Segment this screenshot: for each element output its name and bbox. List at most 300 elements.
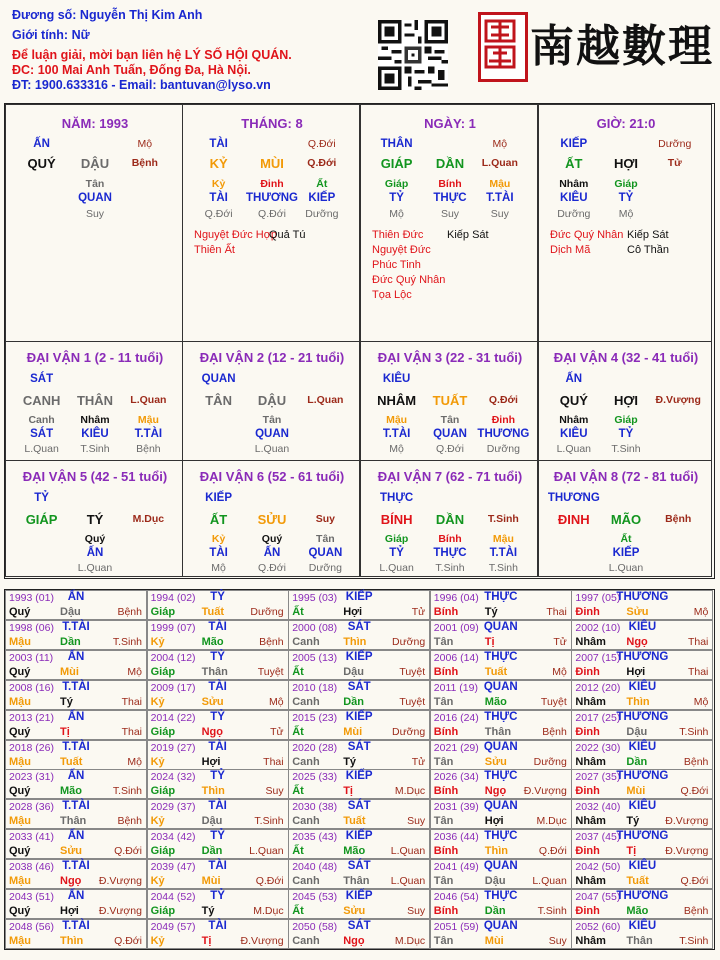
year-life-stage: Thai — [263, 755, 284, 768]
ten-god-star: THÂN — [380, 138, 413, 150]
year-branch: Sửu — [201, 695, 224, 708]
dai-van-stem: ĐINH — [557, 512, 590, 527]
year-branch: Tị — [60, 725, 70, 738]
year-stem: Bính — [433, 845, 459, 858]
year-life-stage: Dưỡng — [392, 635, 426, 648]
year-stem: Mậu — [9, 695, 31, 708]
year-label: 2023 (31) — [9, 771, 54, 784]
year-star: ẤN — [67, 770, 85, 783]
year-stem: Canh — [292, 635, 320, 648]
life-stage: Q.Đới — [307, 157, 337, 169]
dai-van-life-stage: Q.Đới — [488, 394, 518, 406]
year-stem: Mậu — [9, 635, 31, 648]
hidden-stem: Mậu — [492, 533, 514, 545]
year-life-stage: M.Dục — [394, 934, 426, 947]
year-label: 2048 (56) — [9, 920, 54, 933]
year-branch: Ngọ — [343, 934, 365, 947]
hidden-ten-god: ẤN — [86, 547, 104, 559]
year-cell — [288, 769, 430, 799]
dai-van-life-stage: T.Sinh — [487, 513, 519, 525]
year-label: 2001 (09) — [433, 621, 479, 634]
year-life-stage: Thai — [687, 665, 709, 678]
year-star: THƯƠNG — [616, 830, 669, 843]
year-branch: Dậu — [484, 875, 506, 888]
earthly-branch: MÙI — [260, 156, 284, 171]
year-star: QUAN — [483, 620, 518, 633]
dai-van-branch: SỬU — [257, 512, 287, 527]
year-life-stage: Mộ — [127, 665, 142, 678]
year-stem: Quý — [9, 905, 31, 917]
year-life-stage: Q.Đới — [538, 845, 567, 858]
year-branch: Ngọ — [626, 635, 648, 648]
year-life-stage: T.Sinh — [254, 815, 284, 828]
year-label: 2011 (19) — [433, 681, 478, 694]
year-label: 1999 (07) — [150, 621, 196, 634]
year-branch: Hợi — [201, 755, 221, 768]
year-branch: Sửu — [60, 845, 83, 858]
hidden-stem: Ất — [620, 533, 632, 545]
year-star: QUAN — [483, 919, 518, 932]
year-branch: Sửu — [626, 606, 649, 618]
year-life-stage: Suy — [265, 785, 284, 798]
year-cell — [5, 590, 147, 620]
year-branch: Hợi — [60, 905, 79, 917]
year-branch: Tị — [626, 845, 637, 858]
year-branch: Dần — [201, 845, 223, 858]
year-stem: Quý — [9, 606, 31, 618]
year-star: THỰC — [484, 830, 518, 843]
year-star: TỶ — [210, 830, 225, 843]
year-stem: Tân — [433, 635, 454, 648]
year-life-stage: Tử — [411, 606, 426, 618]
year-stem: Tân — [433, 934, 454, 947]
year-life-stage: L.Quan — [390, 875, 426, 888]
hidden-life-stage: Dưỡng — [557, 208, 591, 220]
year-label: 2035 (43) — [292, 831, 338, 844]
year-life-stage: Q.Đới — [680, 785, 709, 798]
year-branch: Dậu — [343, 665, 364, 678]
earthly-branch: DẬU — [80, 156, 110, 171]
year-star: THƯƠNG — [616, 890, 669, 902]
year-cell — [571, 680, 713, 710]
year-stem: Bính — [433, 606, 459, 618]
year-label: 2006 (14) — [433, 651, 479, 664]
hidden-life-stage: Q.Đới — [258, 208, 286, 220]
life-stage: Tử — [667, 157, 682, 169]
year-label: 2026 (34) — [433, 771, 479, 784]
year-branch: Tị — [484, 635, 495, 648]
year-label: 2012 (20) — [575, 681, 621, 694]
year-label: 2004 (12) — [150, 651, 196, 664]
year-stem: Bính — [433, 905, 459, 917]
year-cell — [147, 829, 289, 859]
hidden-stem: Kỷ — [211, 178, 226, 190]
dai-van-stem: GIÁP — [25, 512, 58, 527]
year-stem: Ất — [292, 725, 304, 738]
dai-van-branch: DẬU — [257, 393, 287, 408]
hidden-stem: Nhâm — [80, 414, 110, 426]
hidden-stem: Đinh — [491, 414, 516, 426]
hidden-stem: Giáp — [614, 414, 638, 426]
hidden-stem: Bính — [438, 533, 462, 545]
year-cell — [288, 590, 430, 620]
year-cell — [5, 829, 147, 859]
year-star: THỰC — [484, 591, 518, 603]
qr-code-icon[interactable] — [378, 20, 448, 90]
year-star: KIÊU — [628, 860, 657, 873]
year-label: 2045 (53) — [292, 891, 338, 903]
dai-van-stem: TÂN — [205, 393, 232, 408]
year-stem: Kỷ — [150, 755, 165, 768]
hidden-ten-god: QUAN — [308, 547, 343, 559]
heavenly-stem: QUÝ — [27, 156, 56, 171]
life-stage-top: Mộ — [492, 138, 508, 150]
year-cell — [571, 889, 713, 919]
year-branch: Thìn — [626, 695, 650, 708]
year-cell — [430, 740, 572, 770]
year-label: 2047 (55) — [575, 891, 621, 903]
year-star: KIÊU — [628, 919, 657, 932]
year-life-stage: Suy — [407, 815, 426, 828]
year-life-stage: Thai — [121, 695, 142, 708]
hidden-ten-god: TÀI — [209, 547, 228, 559]
dai-van-branch: HỢI — [613, 393, 639, 408]
year-star: TÀI — [208, 860, 227, 873]
year-star: THỰC — [484, 710, 518, 723]
year-life-stage: Đ.Vượng — [523, 785, 567, 798]
year-label: 2020 (28) — [292, 741, 338, 754]
year-cell — [571, 919, 713, 949]
year-label: 2027 (35) — [575, 771, 621, 784]
year-cell — [5, 919, 147, 949]
hidden-life-stage: Q.Đới — [436, 443, 464, 455]
year-branch: Mùi — [60, 665, 79, 678]
hidden-life-stage: L.Quan — [24, 443, 59, 455]
year-branch: Mùi — [484, 934, 504, 947]
year-branch: Tý — [626, 815, 640, 828]
year-life-stage: L.Quan — [249, 845, 284, 858]
hidden-stem: Tân — [85, 178, 105, 190]
pillar-2 — [182, 104, 360, 342]
year-star: QUAN — [483, 680, 518, 693]
life-stage: L.Quan — [481, 157, 518, 169]
year-label: 2034 (42) — [150, 831, 196, 844]
year-life-stage: L.Quan — [532, 875, 567, 888]
dai-van-star: THƯƠNG — [547, 492, 600, 504]
hidden-ten-god: KIÊU — [81, 428, 109, 440]
life-stage-top: Mộ — [137, 138, 153, 150]
year-stem: Đinh — [575, 845, 600, 858]
hidden-ten-god: THƯƠNG — [246, 192, 298, 204]
year-stem: Đinh — [575, 905, 600, 917]
hidden-ten-god: THỰC — [433, 547, 467, 559]
dai-van-life-stage: M.Dục — [132, 513, 165, 525]
hidden-ten-god: TỶ — [618, 428, 634, 440]
hidden-stem: Tân — [440, 414, 460, 426]
hidden-stem: Quý — [84, 533, 106, 545]
year-stem: Canh — [292, 875, 320, 888]
year-branch: Dần — [343, 695, 364, 708]
year-star: T.TÀI — [62, 860, 90, 873]
year-stem: Nhâm — [575, 755, 606, 768]
year-branch: Thân — [60, 815, 87, 828]
hidden-ten-god: THỰC — [433, 192, 467, 204]
dai-van-life-stage: Suy — [315, 513, 336, 525]
year-life-stage: M.Dục — [536, 815, 567, 828]
hidden-stem: Kỷ — [211, 533, 226, 545]
hidden-life-stage: Mộ — [211, 562, 226, 574]
hidden-life-stage: Dưỡng — [305, 208, 339, 220]
year-cell — [147, 859, 289, 889]
year-life-stage: Tuyệt — [540, 695, 567, 708]
life-stage-top: Dưỡng — [658, 138, 692, 150]
year-cell — [430, 829, 572, 859]
year-label: 2040 (48) — [292, 861, 338, 874]
year-cell — [288, 799, 430, 829]
year-cell — [5, 859, 147, 889]
hidden-life-stage: L.Quan — [254, 443, 290, 455]
year-stem: Canh — [292, 695, 320, 708]
year-stem: Tân — [433, 815, 454, 828]
hidden-stem: Quý — [261, 533, 283, 545]
dai-van-branch: THÂN — [76, 393, 114, 408]
year-life-stage: Mộ — [127, 755, 142, 768]
year-star: TỶ — [210, 890, 225, 902]
logo-text: 南越數理 — [530, 21, 714, 72]
hidden-life-stage: Suy — [490, 208, 509, 220]
dai-van-1 — [5, 341, 183, 461]
year-life-stage: Q.Đới — [680, 875, 709, 888]
year-life-stage: Đ.Vượng — [665, 845, 709, 858]
pillar-1 — [5, 104, 183, 342]
dai-van-stem: NHÂM — [377, 393, 417, 408]
contact-invite: Để luận giải, mời bạn liên hệ LÝ SỐ HỘI QUÁN. — [12, 48, 292, 62]
year-stem: Ất — [292, 905, 304, 917]
year-cell — [571, 799, 713, 829]
year-stem: Bính — [433, 785, 459, 798]
dai-van-star: SÁT — [30, 373, 54, 385]
year-branch: Thìn — [60, 934, 84, 947]
hidden-ten-god: T.TÀI — [134, 428, 163, 440]
year-branch: Tuất — [201, 606, 224, 618]
year-label: 2030 (38) — [292, 801, 338, 814]
year-label: 1996 (04) — [433, 592, 479, 604]
year-star: KIẾP — [345, 591, 373, 603]
year-life-stage: Dưỡng — [392, 725, 426, 738]
dai-van-branch: MÃO — [610, 512, 642, 527]
hidden-ten-god: KIÊU — [560, 192, 588, 204]
year-cell — [571, 650, 713, 680]
year-star: THỰC — [484, 890, 518, 902]
year-stem: Mậu — [9, 875, 31, 888]
year-label: 2036 (44) — [433, 831, 479, 844]
year-stem: Mậu — [9, 934, 31, 947]
year-cell — [288, 829, 430, 859]
year-life-stage: Đ.Vượng — [240, 934, 284, 947]
year-stem: Nhâm — [575, 635, 606, 648]
address: ĐC: 100 Mai Anh Tuấn, Đống Đa, Hà Nội. — [12, 63, 251, 77]
year-star: KIÊU — [628, 680, 657, 693]
year-label: 1995 (03) — [292, 592, 338, 604]
hidden-life-stage: L.Quan — [379, 562, 414, 574]
year-cell — [5, 799, 147, 829]
year-cell — [147, 769, 289, 799]
year-stem: Nhâm — [575, 875, 606, 888]
year-life-stage: M.Dục — [253, 905, 284, 917]
dai-van-branch: TUẤT — [432, 393, 468, 408]
year-life-stage: Suy — [548, 934, 567, 947]
year-stem: Giáp — [150, 665, 176, 678]
year-branch: Tuất — [60, 755, 83, 768]
dai-van-star: ẤN — [565, 373, 583, 385]
year-label: 2022 (30) — [575, 741, 621, 754]
year-cell — [288, 710, 430, 740]
year-label: 2031 (39) — [433, 801, 479, 814]
hidden-ten-god: T.TÀI — [489, 547, 518, 559]
year-star: TÀI — [208, 620, 227, 633]
year-stem: Nhâm — [575, 815, 606, 828]
year-star: TÀI — [208, 680, 227, 693]
year-stem: Ất — [292, 845, 304, 858]
year-stem: Bính — [433, 665, 459, 678]
year-star: THƯƠNG — [616, 650, 669, 663]
year-star: QUAN — [483, 800, 518, 813]
hidden-life-stage: L.Quan — [556, 443, 592, 455]
hidden-life-stage: Q.Đới — [204, 208, 233, 220]
year-stem: Kỷ — [150, 815, 165, 828]
shen-sha: Tọa Lộc — [372, 289, 412, 301]
year-label: 2016 (24) — [433, 711, 479, 724]
year-label: 2042 (50) — [575, 861, 621, 874]
year-branch: Tị — [343, 785, 353, 798]
year-label: 2007 (15) — [575, 651, 621, 664]
hidden-stem: Ất — [316, 178, 328, 190]
shen-sha: Thiên Ất — [194, 244, 235, 256]
year-cell — [288, 919, 430, 949]
year-star: TÀI — [208, 740, 227, 753]
shen-sha: Đức Quý Nhân — [372, 274, 446, 286]
year-cell — [430, 769, 572, 799]
year-life-stage: Tử — [411, 755, 426, 768]
year-life-stage: Mộ — [269, 695, 284, 708]
year-star: KIẾP — [345, 650, 373, 663]
year-branch: Mão — [484, 695, 507, 708]
dai-van-8 — [538, 460, 712, 577]
year-stem: Canh — [292, 755, 320, 768]
year-star: SÁT — [347, 860, 371, 873]
dai-van-star: TỶ — [34, 492, 49, 504]
year-cell — [5, 710, 147, 740]
ten-god-star: ẤN — [33, 138, 50, 150]
year-label: 2052 (60) — [575, 920, 621, 933]
year-stem: Kỷ — [150, 934, 165, 947]
dai-van-title: ĐẠI VẬN 3 (22 - 31 tuổi) — [377, 350, 523, 365]
year-stem: Đinh — [575, 725, 600, 738]
year-cell — [5, 680, 147, 710]
year-branch: Thân — [484, 725, 512, 738]
hidden-ten-god: THƯƠNG — [477, 428, 530, 440]
dai-van-4 — [538, 341, 712, 461]
year-cell — [430, 799, 572, 829]
year-cell — [430, 620, 572, 650]
hidden-ten-god: T.TÀI — [486, 192, 514, 204]
hidden-stem: Canh — [28, 414, 55, 426]
year-star: THỰC — [484, 770, 518, 783]
dai-van-branch: DẦN — [435, 512, 465, 527]
year-life-stage: Đ.Vượng — [98, 905, 142, 917]
year-branch: Tý — [60, 695, 73, 708]
year-star: T.TÀI — [62, 919, 90, 932]
dai-van-2 — [182, 341, 360, 461]
hidden-stem: Giáp — [384, 178, 409, 190]
year-star: TỶ — [210, 650, 225, 663]
year-branch: Ngọ — [484, 785, 507, 798]
year-branch: Mão — [60, 785, 82, 798]
hidden-ten-god: QUAN — [78, 192, 112, 204]
dai-van-stem: BÍNH — [380, 512, 413, 527]
year-life-stage: Đ.Vượng — [98, 875, 142, 888]
year-star: SÁT — [347, 740, 371, 753]
year-branch: Dần — [484, 905, 506, 917]
year-life-stage: L.Quan — [390, 845, 426, 858]
year-life-stage: Thai — [546, 606, 567, 618]
year-label: 1998 (06) — [9, 621, 54, 634]
year-life-stage: Bệnh — [117, 815, 142, 828]
hidden-stem: Nhâm — [559, 414, 589, 426]
shen-sha: Kiếp Sát — [627, 229, 669, 241]
year-cell — [288, 650, 430, 680]
ten-god-star: TÀI — [209, 138, 228, 150]
year-cell — [430, 650, 572, 680]
year-branch: Dậu — [201, 815, 223, 828]
pillar-title: NGÀY: 1 — [424, 116, 476, 131]
year-stem: Kỷ — [150, 695, 165, 708]
year-branch: Tý — [201, 905, 215, 917]
year-star: T.TÀI — [62, 740, 90, 753]
dai-van-6 — [182, 460, 360, 577]
year-stem: Canh — [292, 934, 320, 947]
year-stem: Mậu — [9, 755, 31, 768]
dai-van-5 — [5, 460, 183, 577]
year-stem: Đinh — [575, 665, 600, 678]
year-label: 2019 (27) — [150, 741, 196, 754]
dai-van-7 — [360, 460, 538, 577]
year-branch: Thìn — [343, 635, 367, 648]
year-life-stage: Bệnh — [683, 755, 709, 768]
year-branch: Tị — [201, 934, 212, 947]
year-life-stage: Suy — [407, 905, 426, 917]
year-branch: Dậu — [626, 725, 648, 738]
hidden-ten-god: T.TÀI — [382, 428, 411, 440]
year-branch: Mão — [626, 905, 649, 917]
year-branch: Hợi — [484, 815, 504, 828]
life-stage: Bệnh — [131, 157, 158, 169]
year-star: THỰC — [484, 650, 518, 663]
year-label: 2024 (32) — [150, 771, 196, 784]
year-cell — [288, 620, 430, 650]
year-star: ẤN — [67, 710, 85, 723]
year-cell — [430, 680, 572, 710]
dai-van-title: ĐẠI VẬN 5 (42 - 51 tuổi) — [22, 469, 168, 484]
shen-sha: Quả Tú — [269, 229, 306, 241]
year-cell — [147, 710, 289, 740]
hidden-stem: Tân — [262, 414, 282, 426]
year-star: TÀI — [208, 919, 227, 932]
year-label: 2009 (17) — [150, 681, 196, 694]
year-stem: Quý — [9, 725, 31, 738]
year-label: 2005 (13) — [292, 651, 338, 664]
dai-van-life-stage: Đ.Vượng — [655, 394, 701, 406]
